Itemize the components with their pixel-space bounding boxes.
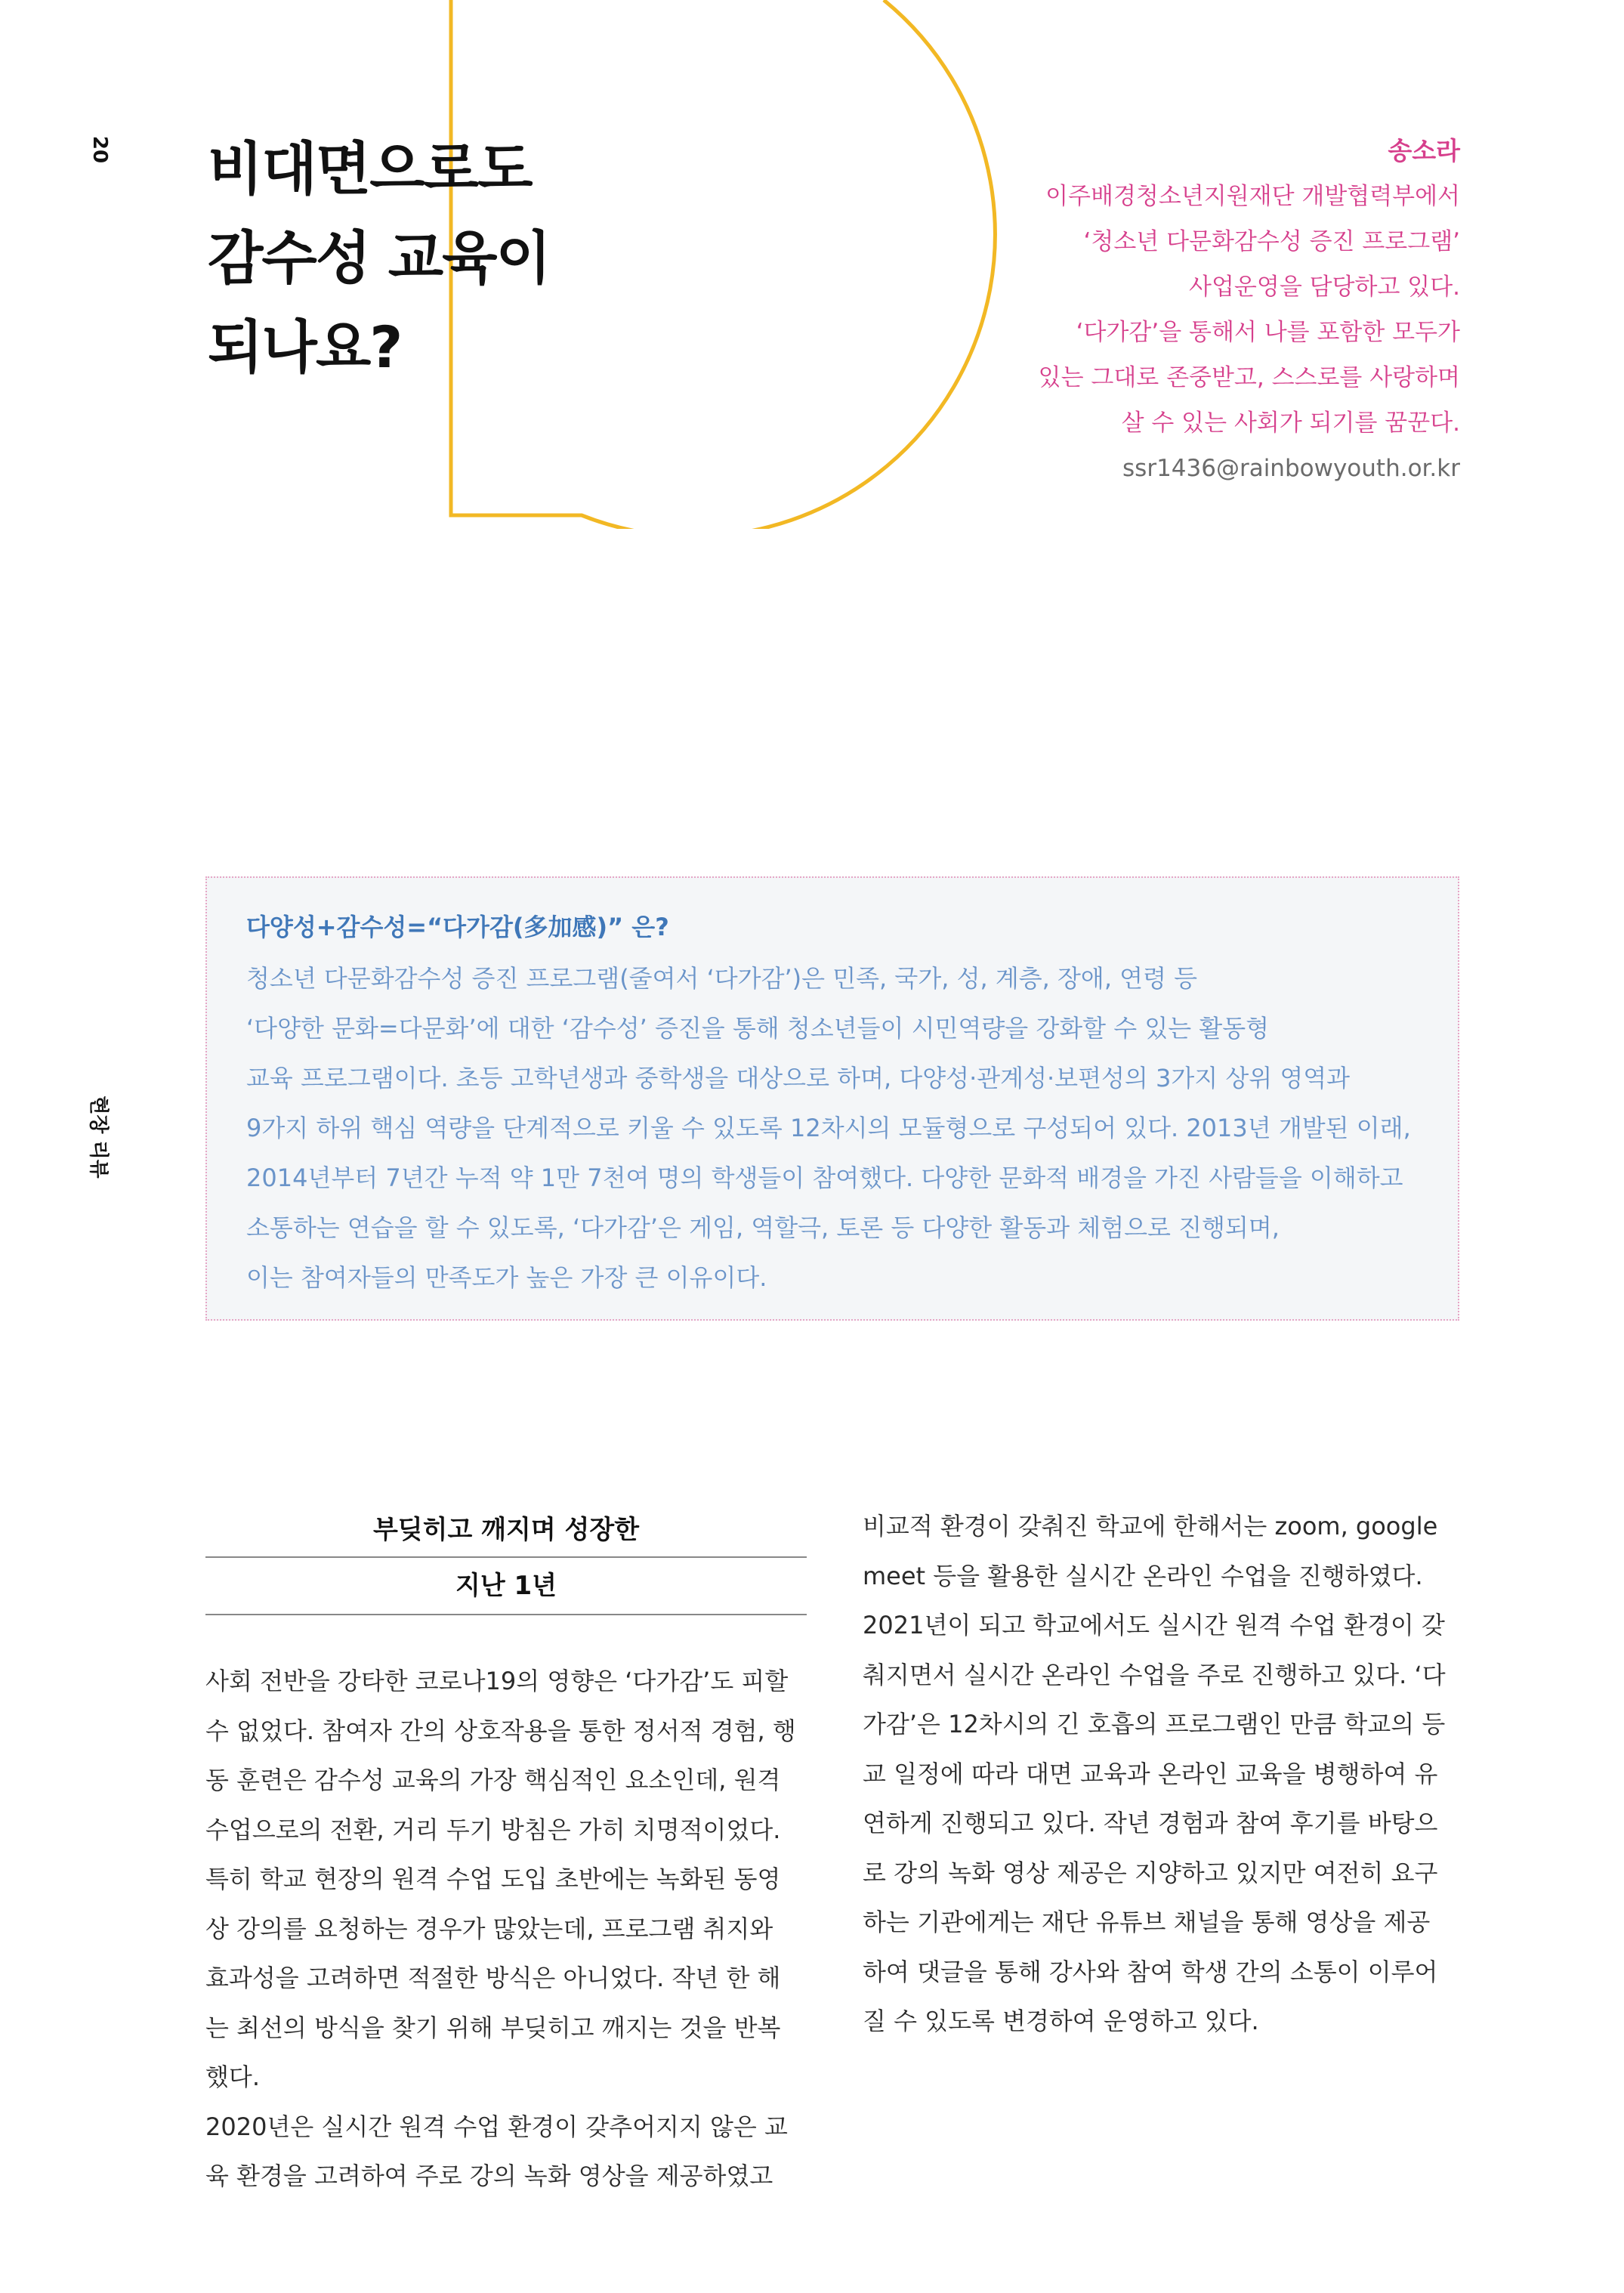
info-box-line: 2014년부터 7년간 누적 약 1만 7천여 명의 학생들이 참여했다. 다양한 문화적 배경을 가진 사람들을 이해하고 (246, 1163, 1403, 1192)
author-bio-line: ‘다가감’을 통해서 나를 포함한 모두가 (1076, 319, 1460, 346)
body-line: 수업으로의 전환, 거리 두기 방침은 가히 치명적이었다. (205, 1815, 781, 1844)
author-bio-line: ‘청소년 다문화감수성 증진 프로그램’ (1083, 228, 1460, 255)
page-number: 20 (88, 135, 111, 164)
body-line: 춰지면서 실시간 온라인 수업을 주로 진행하고 있다. ‘다 (863, 1660, 1446, 1689)
body-line: 질 수 있도록 변경하여 운영하고 있다. (863, 2007, 1259, 2035)
info-box-text (246, 953, 1443, 1303)
body-line: 수 없었다. 참여자 간의 상호작용을 통한 정서적 경험, 행 (205, 1716, 796, 1745)
author-name: 송소라 (1388, 136, 1460, 165)
body-line: 2021년이 되고 학교에서도 실시간 원격 수업 환경이 갖 (863, 1611, 1445, 1639)
body-column-left (205, 1657, 810, 2202)
section-heading-line-2: 지난 1년 (205, 1558, 807, 1615)
body-line: 육 환경을 고려하여 주로 강의 녹화 영상을 제공하였고 (205, 2162, 773, 2190)
info-box-line: 청소년 다문화감수성 증진 프로그램(줄여서 ‘다가감’)은 민족, 국가, 성, 계층, 장애, 연령 등 (246, 964, 1198, 993)
info-box-line: ‘다양한 문화=다문화’에 대한 ‘감수성’ 증진을 통해 청소년들이 시민역량을 강화할 수 있는 활동형 (246, 1014, 1270, 1043)
author-email: ssr1436@rainbowyouth.or.kr (1122, 455, 1460, 482)
info-box-line: 이는 참여자들의 만족도가 높은 가장 큰 이유이다. (246, 1263, 767, 1292)
title-line: 감수성 교육이 (208, 224, 550, 292)
info-box-line: 소통하는 연습을 할 수 있도록, ‘다가감’은 게임, 역할극, 토론 등 다양한 활동과 체험으로 진행되며, (246, 1213, 1280, 1242)
info-box (205, 876, 1459, 1321)
info-box-title: 다양성+감수성=“다가감(多加感)” 은? (246, 913, 669, 941)
page-title (208, 125, 661, 392)
body-line: 교 일정에 따라 대면 교육과 온라인 교육을 병행하여 유 (863, 1759, 1438, 1788)
body-line: 가감’은 12차시의 긴 호흡의 프로그램인 만큼 학교의 등 (863, 1710, 1446, 1738)
body-line: 로 강의 녹화 영상 제공은 지양하고 있지만 여전히 요구 (863, 1858, 1438, 1887)
title-line: 비대면으로도 (208, 135, 532, 202)
author-bio-line: 사업운영을 담당하고 있다. (1189, 273, 1460, 301)
section-heading-line-1: 부딪히고 깨지며 성장한 (205, 1503, 807, 1558)
body-line: 했다. (205, 2063, 260, 2091)
body-column-right (863, 1502, 1467, 2047)
info-box-line: 9가지 하위 핵심 역량을 단계적으로 키울 수 있도록 12차시의 모듈형으로 구성되어 있다. 2013년 개발된 이래, (246, 1114, 1411, 1142)
body-line: 동 훈련은 감수성 교육의 가장 핵심적인 요소인데, 원격 (205, 1766, 781, 1794)
body-line: meet 등을 활용한 실시간 온라인 수업을 진행하였다. (863, 1561, 1423, 1590)
info-box-line: 교육 프로그램이다. 초등 고학년생과 중학생을 대상으로 하며, 다양성·관계성·보편성의 3가지 상위 영역과 (246, 1064, 1351, 1092)
section-heading (205, 1503, 807, 1615)
body-line: 효과성을 고려하면 적절한 방식은 아니었다. 작년 한 해 (205, 1964, 781, 1992)
body-line: 2020년은 실시간 원격 수업 환경이 갖추어지지 않은 교 (205, 2112, 788, 2141)
body-line: 연하게 진행되고 있다. 작년 경험과 참여 후기를 바탕으 (863, 1809, 1438, 1837)
body-line: 사회 전반을 강타한 코로나19의 영향은 ‘다가감’도 피할 (205, 1667, 789, 1695)
body-line: 특히 학교 현장의 원격 수업 도입 초반에는 녹화된 동영 (205, 1865, 781, 1893)
author-block (916, 128, 1460, 491)
author-bio-line: 있는 그대로 존중받고, 스스로를 사랑하며 (1038, 364, 1460, 391)
author-bio-line: 이주배경청소년지원재단 개발협력부에서 (1045, 183, 1460, 210)
body-line: 하여 댓글을 통해 강사와 참여 학생 간의 소통이 이루어 (863, 1957, 1438, 1986)
body-line: 비교적 환경이 갖춰진 학교에 한해서는 zoom, google (863, 1512, 1438, 1541)
body-line: 하는 기관에게는 재단 유튜브 채널을 통해 영상을 제공 (863, 1908, 1431, 1936)
section-label: 현장 리뷰 (87, 1096, 110, 1179)
author-bio-line: 살 수 있는 사회가 되기를 꿈꾼다. (1121, 409, 1460, 437)
body-line: 상 강의를 요청하는 경우가 많았는데, 프로그램 취지와 (205, 1914, 773, 1943)
body-line: 는 최선의 방식을 찾기 위해 부딪히고 깨지는 것을 반복 (205, 2013, 781, 2042)
title-line: 되나요? (208, 314, 402, 381)
